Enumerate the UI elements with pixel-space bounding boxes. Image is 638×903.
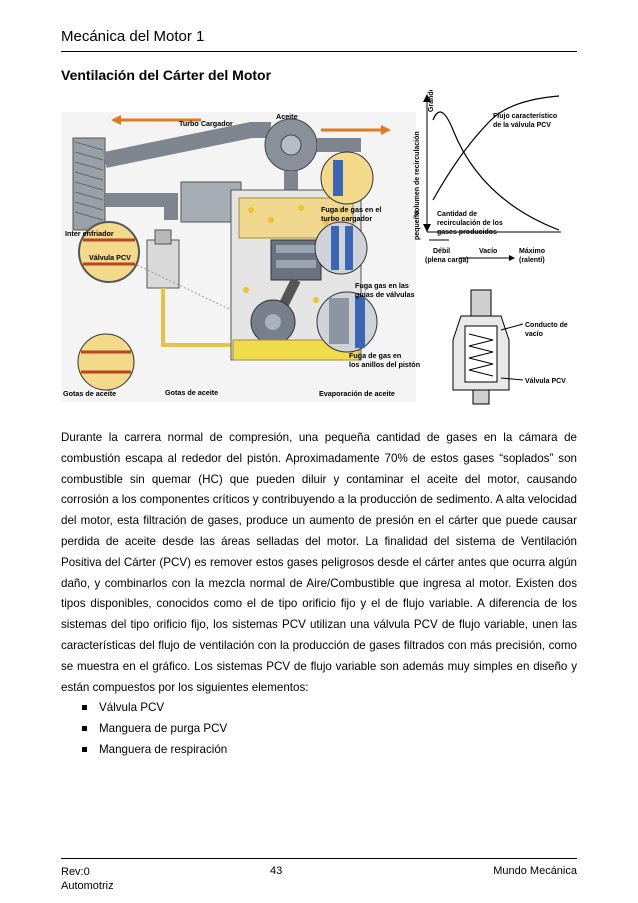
label-fuga-anillos-1: Fuga de gas en	[349, 351, 402, 360]
graph-flujo-2: de la válvula PCV	[493, 122, 551, 129]
list-item: Manguera de purga PCV	[61, 719, 577, 740]
footer-rule	[61, 858, 577, 859]
graph-cant-3: gases producidos	[437, 229, 497, 236]
label-valvula: Válvula PCV	[89, 253, 131, 262]
valve-conducto-1: Conducto de	[525, 322, 568, 329]
section-title: Ventilación del Cárter del Motor	[61, 67, 272, 83]
label-turbo: Turbo Cargador	[179, 119, 233, 128]
graph-y-axis: Volumen de recirculación	[414, 131, 421, 216]
footer-rev-line: Rev:0	[61, 866, 90, 878]
label-gotas-center: Gotas de aceite	[165, 388, 219, 397]
list-item: Manguera de respiración	[61, 740, 577, 761]
body-text	[61, 428, 577, 761]
body-paragraph: Durante la carrera normal de compresión, una pequeña cantidad de gases en la cámara de combustión escapa al rededor del pistón. Aproximadamente 70% de estos gases “soplados” son combustible sin quemar (HC) que pueden diluir y contaminar el aceite del motor, causando corrosión a los componentes críticos y contribuyendo a la producción de sedimento. A alta velocidad del motor, esta filtración de gases, produce un aumento de presión en el cárter que puede causar perdida de aceite desde las áreas selladas del motor. La finalidad del sistema de Ventilación Positiva del Cárter (PCV) es remover estos gases peligrosos desde el cárter antes que ocurra algún daño, y combinarlos con la mezcla normal de Aire/Combustible que ingresa al motor. Existen dos tipos disponibles, conocidos como el de tipo orificio fijo y el de flujo variable. A diferencia de los sistemas del tipo orificio fijo, los sistemas PCV utilizan una válvula PCV de flujo variable, unen las características del flujo de ventilación con la producción de gases filtrados con más precisión, como se muestra en el gráfico. Los sistemas PCV de flujo variable son además muy simples en diseño y están compuestos por los siguientes elementos:	[61, 431, 577, 694]
header-title: Mecánica del Motor 1	[61, 28, 205, 45]
graph-debil-2: (plena carga)	[425, 257, 469, 264]
pcv-valve-section	[453, 290, 568, 404]
graph-cant-1: Cantidad de	[437, 211, 478, 218]
engine-diagram	[61, 112, 420, 402]
label-fuga-turbo-1: Fuga de gas en el	[321, 205, 382, 214]
graph-debil-1: Débil	[433, 248, 451, 255]
graph-flujo-1: Flujo característico	[493, 113, 558, 120]
list-item: Válvula PCV	[61, 698, 577, 719]
page-number: 43	[270, 865, 283, 877]
pcv-figure	[61, 90, 581, 408]
pcv-flow-graph	[414, 90, 561, 264]
label-fuga-guias-2: guías de válvulas	[355, 290, 415, 299]
graph-maximo-2: (ralentí)	[519, 257, 545, 264]
label-inter: Inter enfriador	[65, 229, 114, 238]
label-gotas-left: Gotas de aceite	[63, 389, 117, 398]
label-fuga-guias-1: Fuga gas en las	[355, 281, 409, 290]
footer-rev	[61, 865, 114, 893]
graph-maximo-1: Máximo	[519, 248, 546, 255]
label-aceite: Aceite	[276, 112, 298, 121]
element-list	[61, 698, 577, 760]
graph-grande: Grande	[428, 90, 435, 112]
header-rule	[61, 51, 577, 52]
footer-rev-line2: Automotriz	[61, 880, 114, 892]
graph-cant-2: recirculación de los	[437, 220, 503, 227]
label-evaporacion: Evaporación de aceite	[319, 389, 395, 398]
graph-pequeno: pequeño	[414, 210, 421, 240]
label-fuga-turbo-2: turbo cargador	[321, 214, 373, 223]
graph-vacio: Vacío	[479, 248, 498, 255]
valve-valvula: Válvula PCV	[525, 378, 566, 385]
footer-brand: Mundo Mecánica	[493, 865, 577, 877]
valve-conducto-2: vacío	[525, 331, 543, 338]
label-fuga-anillos-2: los anillos del pistón	[349, 360, 421, 369]
